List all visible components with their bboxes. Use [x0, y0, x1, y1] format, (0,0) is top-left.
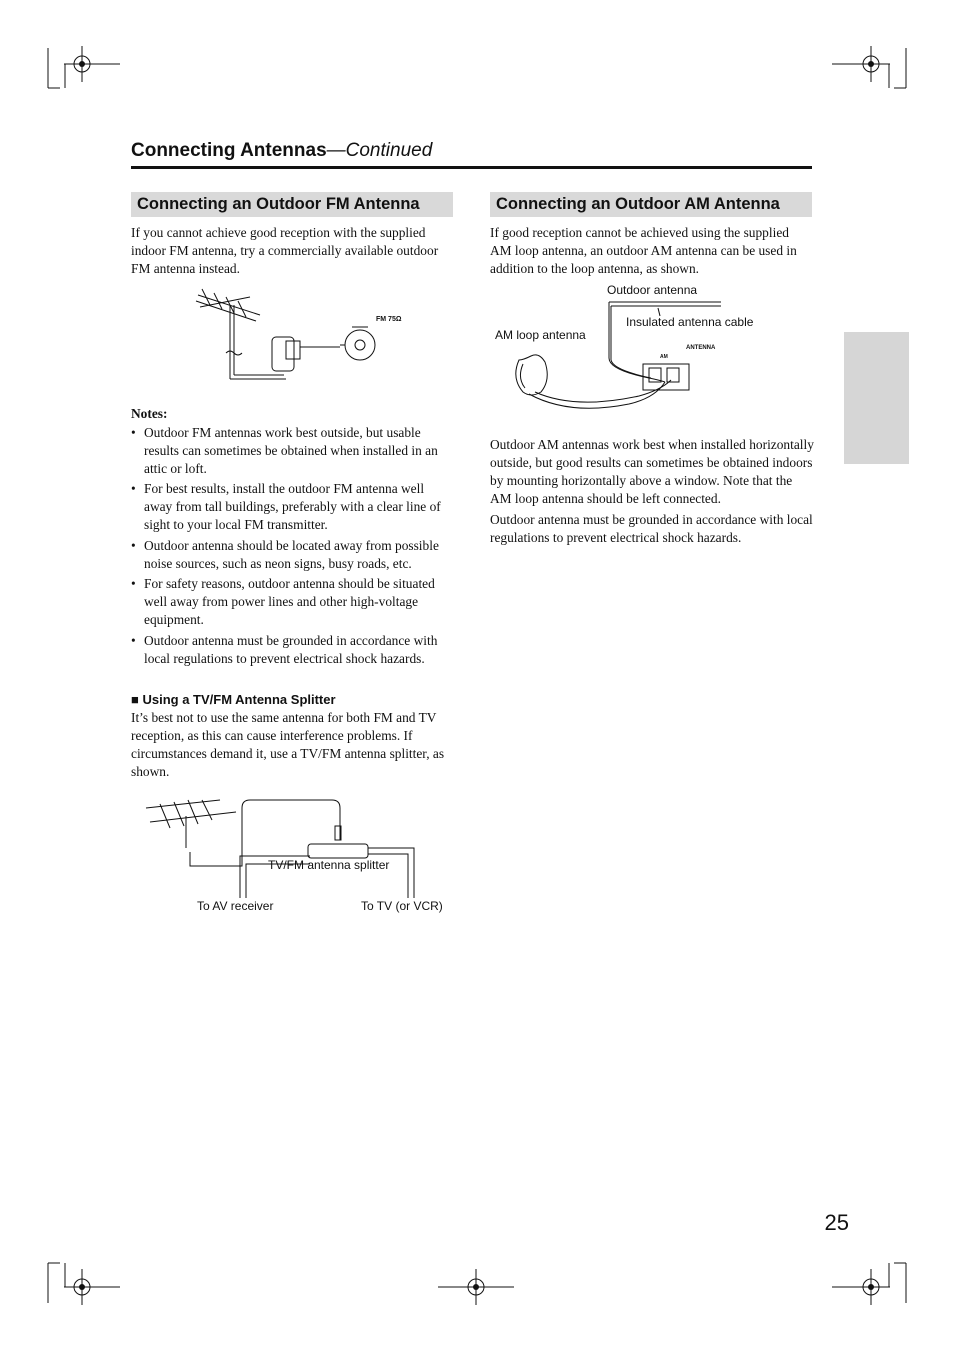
antenna-terminal-label: ANTENNA	[686, 345, 716, 351]
note-item: • Outdoor antenna must be grounded in accordance with local regulations to prevent electrical shock hazards.	[131, 632, 455, 668]
splitter-diagram	[140, 798, 430, 898]
splitter-label: TV/FM antenna splitter	[268, 858, 390, 872]
header-rule	[131, 166, 812, 169]
section-tab-marker	[844, 332, 909, 464]
note-item: • For best results, install the outdoor FM antenna well away from tall buildings, preferably with a clear line of sight to your local FM transmitter.	[131, 480, 455, 533]
splitter-heading-text: Using a TV/FM Antenna Splitter	[142, 692, 336, 707]
am-loop-antenna-label: AM loop antenna	[495, 328, 586, 342]
header-title-text: Connecting Antennas	[131, 140, 327, 161]
to-tv-label: To TV (or VCR)	[361, 899, 443, 913]
outdoor-antenna-label: Outdoor antenna	[607, 283, 698, 297]
notes-title: Notes:	[131, 406, 168, 421]
splitter-heading	[131, 692, 336, 707]
fm-intro-text: If you cannot achieve good reception with the supplied indoor FM antenna, try a commercially available outdoor FM antenna instead.	[131, 225, 439, 276]
fm-75-label: FM 75Ω	[376, 316, 402, 323]
notes-list	[131, 424, 455, 670]
am-section-heading: Connecting an Outdoor AM Antenna	[490, 192, 812, 217]
page-header-title	[131, 140, 432, 162]
am-paragraph-2: Outdoor antenna must be grounded in accordance with local regulations to prevent electrical shock hazards.	[490, 512, 813, 545]
note-item: • For safety reasons, outdoor antenna should be situated well away from power lines and other high-voltage equipment.	[131, 575, 455, 628]
am-terminal-label: AM	[660, 354, 668, 360]
square-bullet-icon: ■	[131, 692, 143, 707]
note-item: • Outdoor FM antennas work best outside, but usable results can sometimes be obtained when installed in an attic or loft.	[131, 424, 455, 477]
header-continued: —Continued	[326, 140, 433, 161]
am-intro-text: If good reception cannot be achieved using the supplied AM loop antenna, an outdoor AM antenna can be used in addition to the loop antenna, as shown.	[490, 225, 797, 276]
fm-antenna-diagram	[190, 285, 420, 385]
to-receiver-label: To AV receiver	[197, 899, 274, 913]
insulated-cable-label: Insulated antenna cable	[626, 315, 754, 329]
am-paragraph-1: Outdoor AM antennas work best when installed horizontally outside, but good results can sometimes be obtained indoors by mounting horizontally above a window. Note that the AM loop antenna should be left connected.	[490, 437, 814, 506]
splitter-text: It’s best not to use the same antenna for both FM and TV reception, as this can cause interference problems. If circumstances demand it, use a TV/FM antenna splitter, as shown.	[131, 710, 445, 779]
fm-section-heading: Connecting an Outdoor FM Antenna	[131, 192, 453, 217]
page-number: 25	[824, 1210, 849, 1235]
note-item: • Outdoor antenna should be located away from possible noise sources, such as neon signs, busy roads, etc.	[131, 537, 455, 573]
